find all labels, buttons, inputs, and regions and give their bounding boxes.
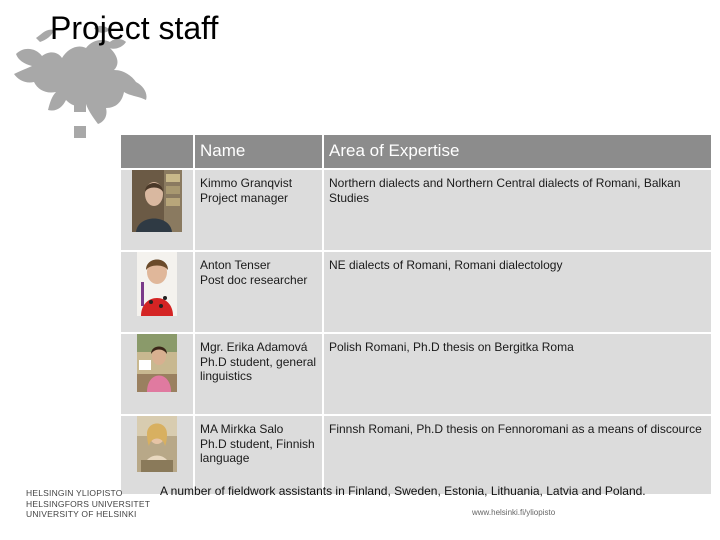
staff-expertise: Finnsh Romani, Ph.D thesis on Fennoromani as a means of discource <box>324 416 711 494</box>
footer-url: www.helsinki.fi/yliopisto <box>472 508 556 517</box>
university-name-fi: HELSINGIN YLIOPISTO <box>26 488 123 498</box>
staff-photo-kimmo <box>132 170 182 232</box>
staff-name-cell <box>195 416 322 494</box>
staff-photo-anton <box>137 252 177 316</box>
staff-name: MA Mirkka Salo <box>200 422 284 436</box>
photo-cell <box>121 334 193 414</box>
name-header: Name <box>195 135 322 168</box>
expertise-header: Area of Expertise <box>324 135 711 168</box>
staff-photo-erika <box>137 334 177 392</box>
photo-cell <box>121 170 193 250</box>
table-row <box>121 252 711 332</box>
staff-photo-mirkka <box>137 416 177 472</box>
table-row <box>121 334 711 414</box>
staff-expertise: NE dialects of Romani, Romani dialectology <box>324 252 711 332</box>
photo-cell <box>121 252 193 332</box>
staff-name: Anton Tenser <box>200 258 271 272</box>
staff-role: Ph.D student, Finnish <box>200 436 315 451</box>
staff-table <box>119 133 713 496</box>
university-name-en: UNIVERSITY OF HELSINKI <box>26 509 137 519</box>
staff-expertise: Polish Romani, Ph.D thesis on Bergitka Roma <box>324 334 711 414</box>
staff-role: Project manager <box>200 190 289 205</box>
photo-header-cell <box>121 135 193 168</box>
photo-cell <box>121 416 193 494</box>
staff-role-cont: linguistics <box>200 369 253 383</box>
fieldwork-note: A number of fieldwork assistants in Finland, Sweden, Estonia, Lithuania, Latvia and Poland. <box>160 484 646 498</box>
staff-name: Kimmo Granqvist <box>200 176 293 190</box>
table-header-row <box>121 135 711 168</box>
staff-expertise: Northern dialects and Northern Central dialects of Romani, Balkan Studies <box>324 170 711 250</box>
staff-role-cont: language <box>200 451 250 465</box>
staff-role: Post doc researcher <box>200 272 308 287</box>
staff-name-cell <box>195 170 322 250</box>
university-name-sv: HELSINGFORS UNIVERSITET <box>26 498 151 509</box>
table-row <box>121 416 711 494</box>
staff-name-cell <box>195 252 322 332</box>
table-row <box>121 170 711 250</box>
staff-role: Ph.D student, general <box>200 354 317 369</box>
page-title: Project staff <box>50 10 219 46</box>
university-name <box>26 488 150 520</box>
staff-name: Mgr. Erika Adamová <box>200 340 308 354</box>
staff-name-cell <box>195 334 322 414</box>
